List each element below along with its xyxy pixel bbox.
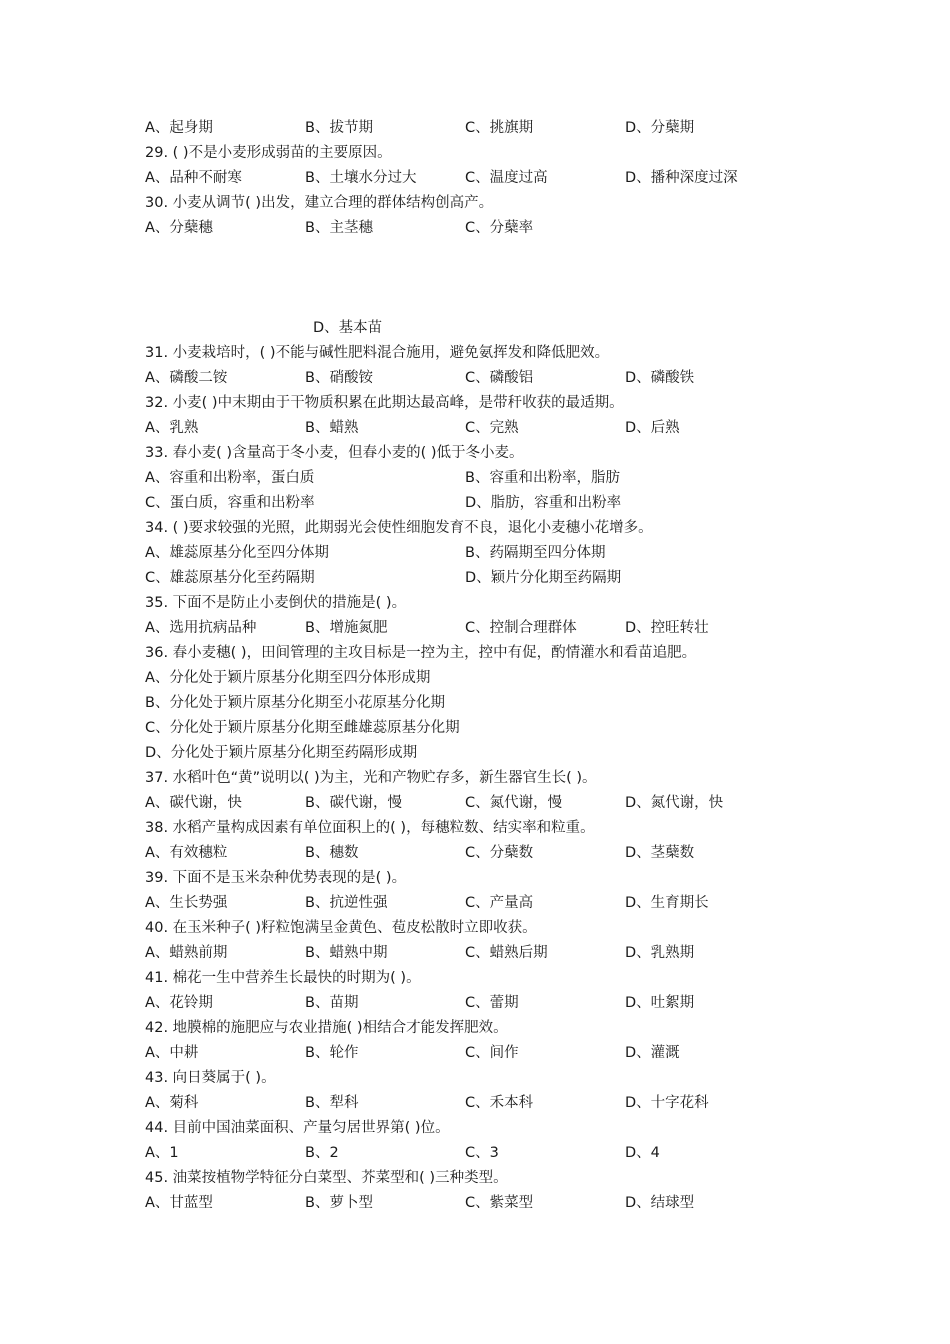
option-d: D、后熟: [625, 420, 680, 436]
options-row: [145, 116, 845, 140]
option-b: D、脂肪，容重和出粉率: [465, 495, 622, 511]
question-line: 35. 下面不是防止小麦倒伏的措施是( )。: [145, 595, 407, 611]
option-d: D、播种深度过深: [625, 170, 738, 186]
option-a: A、中耕: [145, 1045, 199, 1061]
option-a: A、乳熟: [145, 420, 199, 436]
option-d: D、乳熟期: [625, 945, 695, 961]
option-b: B、碳代谢，慢: [305, 795, 402, 811]
option-a: A、起身期: [145, 120, 213, 136]
option-a: C、蛋白质，容重和出粉率: [145, 495, 315, 511]
question-line: 37. 水稻叶色“黄”说明以( )为主，光和产物贮存多，新生器官生长( )。: [145, 770, 597, 786]
options-row: [145, 616, 845, 640]
question-line: 34. ( )要求较强的光照，此期弱光会使性细胞发育不良，退化小麦穗小花增多。: [145, 520, 653, 536]
option-b: B、增施氮肥: [305, 620, 388, 636]
option-b: B、2: [305, 1145, 339, 1161]
options-row: [145, 1091, 845, 1115]
option-d: D、灌溉: [625, 1045, 680, 1061]
question-line: 44. 目前中国油菜面积、产量匀居世界第( )位。: [145, 1120, 450, 1136]
options-row: [145, 991, 845, 1015]
option-a: A、碳代谢，快: [145, 795, 242, 811]
question-line: 43. 向日葵属于( )。: [145, 1070, 276, 1086]
option-c: C、紫菜型: [465, 1195, 534, 1211]
option-b: B、抗逆性强: [305, 895, 388, 911]
options-row: [145, 216, 845, 240]
option-b: B、蜡熟: [305, 420, 359, 436]
option-d: D、结球型: [625, 1195, 695, 1211]
option-b: B、药隔期至四分体期: [465, 545, 606, 561]
option-c: C、分蘖数: [465, 845, 534, 861]
options-row: [145, 791, 845, 815]
question-line: 39. 下面不是玉米杂种优势表现的是( )。: [145, 870, 407, 886]
options-row: [145, 466, 845, 490]
option-a: A、品种不耐寒: [145, 170, 242, 186]
option-d: D、分蘖期: [625, 120, 695, 136]
option-c: C、蕾期: [465, 995, 519, 1011]
option-b: B、轮作: [305, 1045, 359, 1061]
option-d: D、十字花科: [625, 1095, 709, 1111]
question-line: 40. 在玉米种子( )籽粒饱满呈金黄色、苞皮松散时立即收获。: [145, 920, 537, 936]
question-line: 45. 油菜按植物学特征分白菜型、芥菜型和( )三种类型。: [145, 1170, 508, 1186]
option-d: D、生育期长: [625, 895, 709, 911]
option-c: C、温度过高: [465, 170, 548, 186]
option-c: C、氮代谢，慢: [465, 795, 563, 811]
question-line: 41. 棉花一生中营养生长最快的时期为( )。: [145, 970, 421, 986]
options-row: [145, 366, 845, 390]
option-a: A、有效穗粒: [145, 845, 228, 861]
option-c: C、挑旗期: [465, 120, 534, 136]
question-line: D、分化处于颖片原基分化期至药隔形成期: [145, 745, 418, 761]
question-line: 32. 小麦( )中末期由于干物质积累在此期达最高峰，是带秆收获的最适期。: [145, 395, 624, 411]
option-d: D、茎蘖数: [625, 845, 695, 861]
option-b: B、土壤水分过大: [305, 170, 417, 186]
option-b: B、萝卜型: [305, 1195, 373, 1211]
question-line: 30. 小麦从调节( )出发，建立合理的群体结构创高产。: [145, 195, 494, 211]
option-a: A、蜡熟前期: [145, 945, 228, 961]
option-b: B、蜡熟中期: [305, 945, 388, 961]
option-b: B、穗数: [305, 845, 359, 861]
question-line: B、分化处于颖片原基分化期至小花原基分化期: [145, 695, 445, 711]
option-b: B、容重和出粉率，脂肪: [465, 470, 620, 486]
option-b: B、苗期: [305, 995, 359, 1011]
option-line-d: D、基本苗: [313, 320, 383, 336]
option-d: D、控旺转壮: [625, 620, 709, 636]
option-d: D、吐絮期: [625, 995, 695, 1011]
option-d: D、磷酸铁: [625, 370, 695, 386]
option-c: C、控制合理群体: [465, 620, 577, 636]
question-line: 36. 春小麦穗( )，田间管理的主攻目标是一控为主，控中有促，酌情灌水和看苗追肥。: [145, 645, 697, 661]
option-c: C、产量高: [465, 895, 534, 911]
option-c: C、间作: [465, 1045, 519, 1061]
option-b: D、颖片分化期至药隔期: [465, 570, 622, 586]
option-d: D、氮代谢，快: [625, 795, 724, 811]
options-row: [145, 416, 845, 440]
options-row: [145, 491, 845, 515]
option-a: A、菊科: [145, 1095, 199, 1111]
options-row: [145, 1141, 845, 1165]
options-row: [145, 166, 845, 190]
question-line: A、分化处于颖片原基分化期至四分体形成期: [145, 670, 431, 686]
question-line: 31. 小麦栽培时，( )不能与碱性肥料混合施用，避免氨挥发和降低肥效。: [145, 345, 610, 361]
option-b: B、主茎穗: [305, 220, 373, 236]
option-a: A、容重和出粉率，蛋白质: [145, 470, 315, 486]
question-line: C、分化处于颖片原基分化期至雌雄蕊原基分化期: [145, 720, 460, 736]
option-a: A、生长势强: [145, 895, 228, 911]
question-line: 42. 地膜棉的施肥应与农业措施( )相结合才能发挥肥效。: [145, 1020, 508, 1036]
option-a: C、雄蕊原基分化至药隔期: [145, 570, 315, 586]
option-c: C、完熟: [465, 420, 519, 436]
option-c: C、磷酸铝: [465, 370, 534, 386]
option-b: B、犁科: [305, 1095, 359, 1111]
option-a: A、雄蕊原基分化至四分体期: [145, 545, 329, 561]
options-row: [145, 891, 845, 915]
options-row: [145, 941, 845, 965]
option-a: A、分蘖穗: [145, 220, 213, 236]
options-row: [145, 841, 845, 865]
option-a: A、1: [145, 1145, 179, 1161]
option-b: B、硝酸铵: [305, 370, 373, 386]
option-a: A、磷酸二铵: [145, 370, 228, 386]
option-a: A、花铃期: [145, 995, 213, 1011]
option-a: A、选用抗病品种: [145, 620, 257, 636]
question-line: 38. 水稻产量构成因素有单位面积上的( )，每穗粒数、结实率和粒重。: [145, 820, 595, 836]
option-c: C、蜡熟后期: [465, 945, 548, 961]
options-row: [145, 541, 845, 565]
option-c: C、禾本科: [465, 1095, 534, 1111]
options-row: [145, 566, 845, 590]
option-a: A、甘蓝型: [145, 1195, 213, 1211]
option-b: B、拔节期: [305, 120, 373, 136]
options-row: [145, 1191, 845, 1215]
option-c: C、分蘖率: [465, 220, 534, 236]
option-c: C、3: [465, 1145, 499, 1161]
question-line: 33. 春小麦( )含量高于冬小麦，但春小麦的( )低于冬小麦。: [145, 445, 524, 461]
options-row: [145, 1041, 845, 1065]
option-d: D、4: [625, 1145, 660, 1161]
question-line: 29. ( )不是小麦形成弱苗的主要原因。: [145, 145, 392, 161]
